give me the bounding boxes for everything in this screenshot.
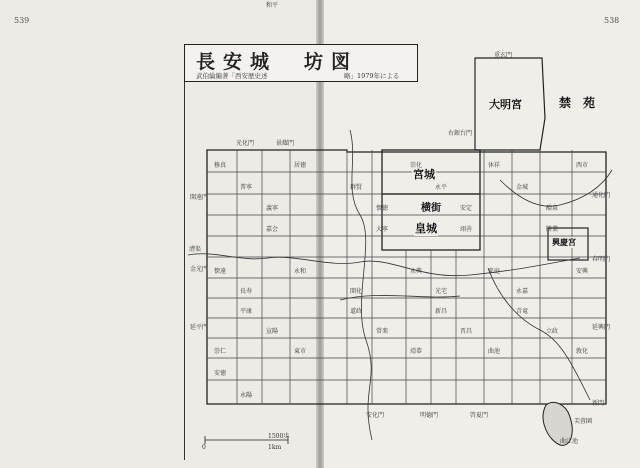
ward-label: 安徳 [214,370,227,377]
ward-label: 普寧 [240,184,253,191]
gate-chongxuan: 重玄門 [494,52,513,59]
gate-yanping: 延平門 [190,324,209,331]
ward-label: 敦化 [576,348,589,355]
ward-label: 宣陽 [266,328,279,335]
gate-mingde: 明德門 [420,412,439,419]
ward-label: 靖恭 [410,348,423,355]
ward-label: 青竜 [516,308,529,315]
ward-label: 西市 [576,162,589,169]
ward-label: 群賢 [350,184,363,191]
ward-label: 曲池 [488,348,501,355]
ward-label: 東市 [294,348,307,355]
ward-label: 修真 [214,162,227,169]
ward-label: 居徳 [294,162,307,169]
gate-qixia: 啓夏門 [470,412,489,419]
ward-label: 崇仁 [214,348,227,355]
ward-label: 永平 [435,184,448,191]
scale-zero: 0 [202,444,206,451]
ward-label: 永興 [410,268,423,275]
ward-label: 立政 [546,328,559,335]
furong-garden-label: 芙蓉園 [574,418,593,425]
hengjie-label: 横街 [420,199,442,214]
gongcheng-label: 宮城 [413,168,435,181]
gate-kaiyuan: 開遠門 [190,194,209,201]
gate-chunming: 春明門 [592,256,611,263]
ward-label: 晋昌 [460,328,473,335]
gate-tonghua: 通化門 [592,192,611,199]
ward-label: 義寧 [266,205,279,212]
ward-label: 休祥 [488,162,501,169]
scale-unit: 1500歩 [268,433,290,440]
gate-jingyao: 景耀門 [276,140,295,147]
ward-label: 安定 [460,205,473,212]
ward-label: 金城 [516,184,529,191]
ward-label: 醴泉 [546,205,559,212]
ward-label: 永陽 [240,392,253,399]
ward-label: 勝業 [546,226,559,233]
left-page-number: 539 [14,16,30,25]
ward-label: 翊善 [460,226,473,233]
ward-label: 来庭 [488,268,501,275]
west-canal-label: 漕渠 [189,246,202,253]
gate-anhua: 安化門 [366,412,385,419]
qujiang-pond-label: 曲江池 [560,438,579,445]
ward-label: 開化 [350,288,363,295]
gate-xinmen: 新門 [592,400,605,407]
ward-label: 永嘉 [516,288,529,295]
gate-jinguang: 金光門 [190,266,209,273]
map-subtitle-left: 武伯綸編著「西安歴史述 [196,72,268,80]
ward-label: 光宅 [435,288,448,295]
ward-label: 大寧 [376,226,389,233]
ward-label: 平康 [240,308,253,315]
map-subtitle-right: 略」1979年による [344,72,400,80]
jinyuan-label: 禁 苑 [559,96,596,110]
ward-label: 懐遠 [214,268,227,275]
xingqinggong-label: 興慶宮 [552,237,576,247]
gate-youyintai: 右銀台門 [448,130,473,137]
ward-label: 崇化 [410,162,423,169]
ward-label: 常楽 [376,328,389,335]
ward-label: 和平 [266,2,279,9]
huangcheng-label: 皇城 [415,222,437,235]
ward-label: 長寿 [240,288,253,295]
ward-label: 永和 [294,268,307,275]
ward-label: 嘉会 [266,226,279,233]
gate-yanxing: 延興門 [592,324,611,331]
daminggong-label: 大明宮 [489,98,522,111]
ward-label: 新昌 [435,308,448,315]
scale-metric: 1km [268,444,282,451]
gate-guanghua: 光化門 [236,140,255,147]
ward-label: 安興 [576,268,589,275]
ward-label: 懐徳 [376,205,389,212]
right-page-number: 538 [604,16,620,25]
map-title: 長安城 坊図 [196,51,359,73]
ward-label: 道政 [350,308,363,315]
